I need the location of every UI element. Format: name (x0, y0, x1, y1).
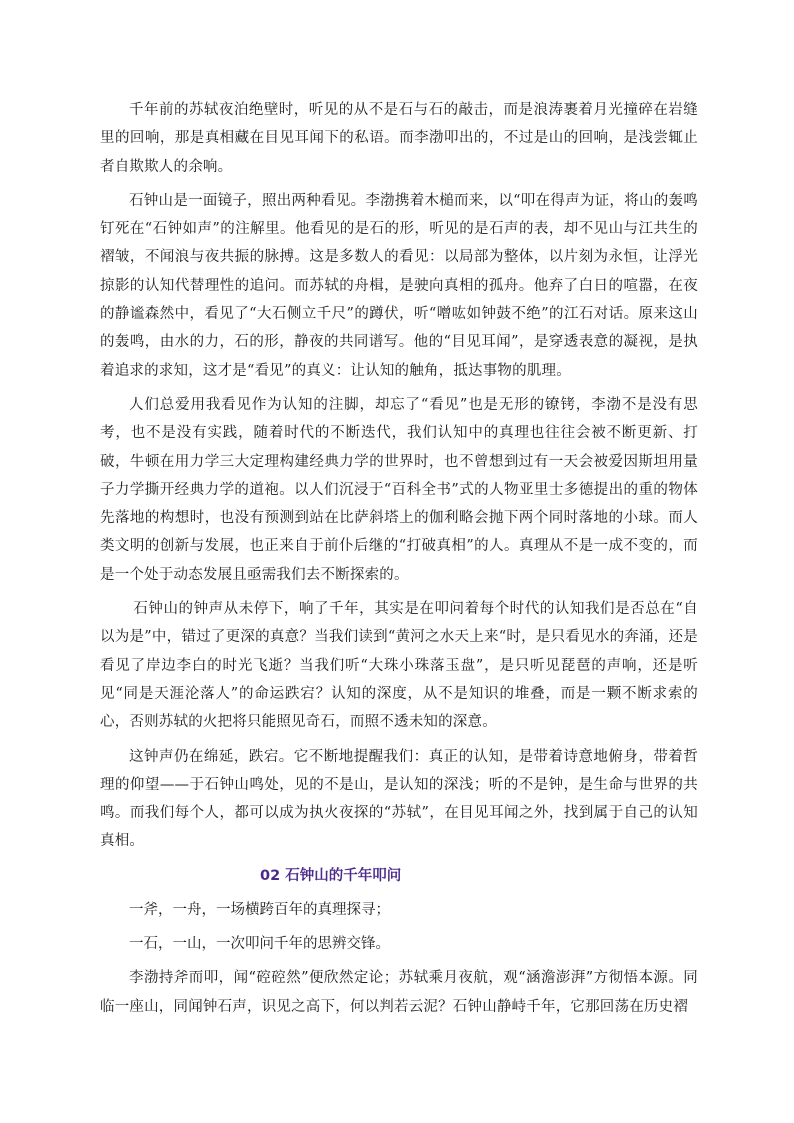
paragraph-7: 一石，一山，一次叩问千年的思辨交锋。 (129, 936, 390, 953)
paragraph-4: 石钟山的钟声从未停下，响了千年，其实是在叩问着每个时代的认知我们是否总在“自以为是”中，错过了更深的真意？当我们读到“黄河之水天上来“时，是只看见水的奔涌，还是看见了岸边李白的时光飞逝？当我们听“大珠小珠落玉盘”，是只听见琵琶的声响，还是听见“同是天涯沦落人”的命运跌宕？认知的深度，从不是知识的堆叠，而是一颗不断求索的心，否则苏轼的火把将只能照见奇石，而照不透未知的深意。 (100, 601, 698, 731)
paragraph-8: 李渤持斧而叩，闻“硿硿然”便欣然定论；苏轼乘月夜航，观“涵澹澎湃”方彻悟本源。同临一座山，同闻钟石声，识见之高下，何以判若云泥？石钟山静峙千年，它那回荡在历史褶 (100, 970, 698, 1015)
paragraph-6: 一斧，一舟，一场横跨百年的真理探寻； (129, 901, 390, 918)
paragraph-5: 这钟声仍在绵延，跌宕。它不断地提醒我们：真正的认知，是带着诗意地俯身，带着哲理的仰望——于石钟山鸣处，见的不是山，是认知的深浅；听的不是钟，是生命与世界的共鸣。而我们每个人，都可以成为执火夜探的“苏轼”，在目见耳闻之外，找到属于自己的认知真相。 (100, 748, 698, 850)
paragraph-2: 石钟山是一面镜子，照出两种看见。李渤携着木槌而来，以“叩在得声为证，将山的轰鸣钉死在“石钟如声”的注解里。他看见的是石的形，听见的是石声的表，却不见山与江共生的褶皱，不闻浪与夜共振的脉搏。这是多数人的看见：以局部为整体，以片刻为永恒，让浮光掠影的认知代替理性的追问。而苏轼的舟楫，是驶向真相的孤舟。他弃了白日的喧嚣，在夜的静谧森然中，看见了“大石侧立千尺”的蹲伏，听“噌吰如钟鼓不绝”的江石对话。原来这山的轰鸣，由水的力，石的形，静夜的共同谱写。他的“目见耳闻”，是穿透表意的凝视，是执着追求的求知，这才是“看见”的真义：让认知的触角，抵达事物的肌理。 (100, 192, 698, 379)
paragraph-1: 千年前的苏轼夜泊绝壁时，听见的从不是石与石的敲击，而是浪涛裹着月光撞碎在岩缝里的回响，那是真相藏在目见耳闻下的私语。而李渤叩出的，不过是山的回响，是浅尝辄止者自欺欺人的余响。 (100, 102, 698, 175)
paragraph-3: 人们总爱用我看见作为认知的注脚，却忘了“看见”也是无形的镣铐，李渤不是没有思考，也不是没有实践，随着时代的不断迭代，我们认知中的真理也往往会被不断更新、打破，牛顿在用力学三大定理构建经典力学的世界时，也不曾想到过有一天会被爱因斯坦用量子力学撕开经典力学的道袍。以人们沉浸于“百科全书”式的人物亚里士多德提出的重的物体先落地的构想时，也没有预测到站在比萨斜塔上的伽利略会抛下两个同时落地的小球。而人类文明的创新与发展，也正来自于前仆后继的“打破真相”的人。真理从不是一成不变的，而是一个处于动态发展且亟需我们去不断探索的。 (100, 396, 698, 583)
section-heading: 02 石钟山的千年叩问 (260, 867, 402, 884)
document-body (100, 96, 698, 1027)
